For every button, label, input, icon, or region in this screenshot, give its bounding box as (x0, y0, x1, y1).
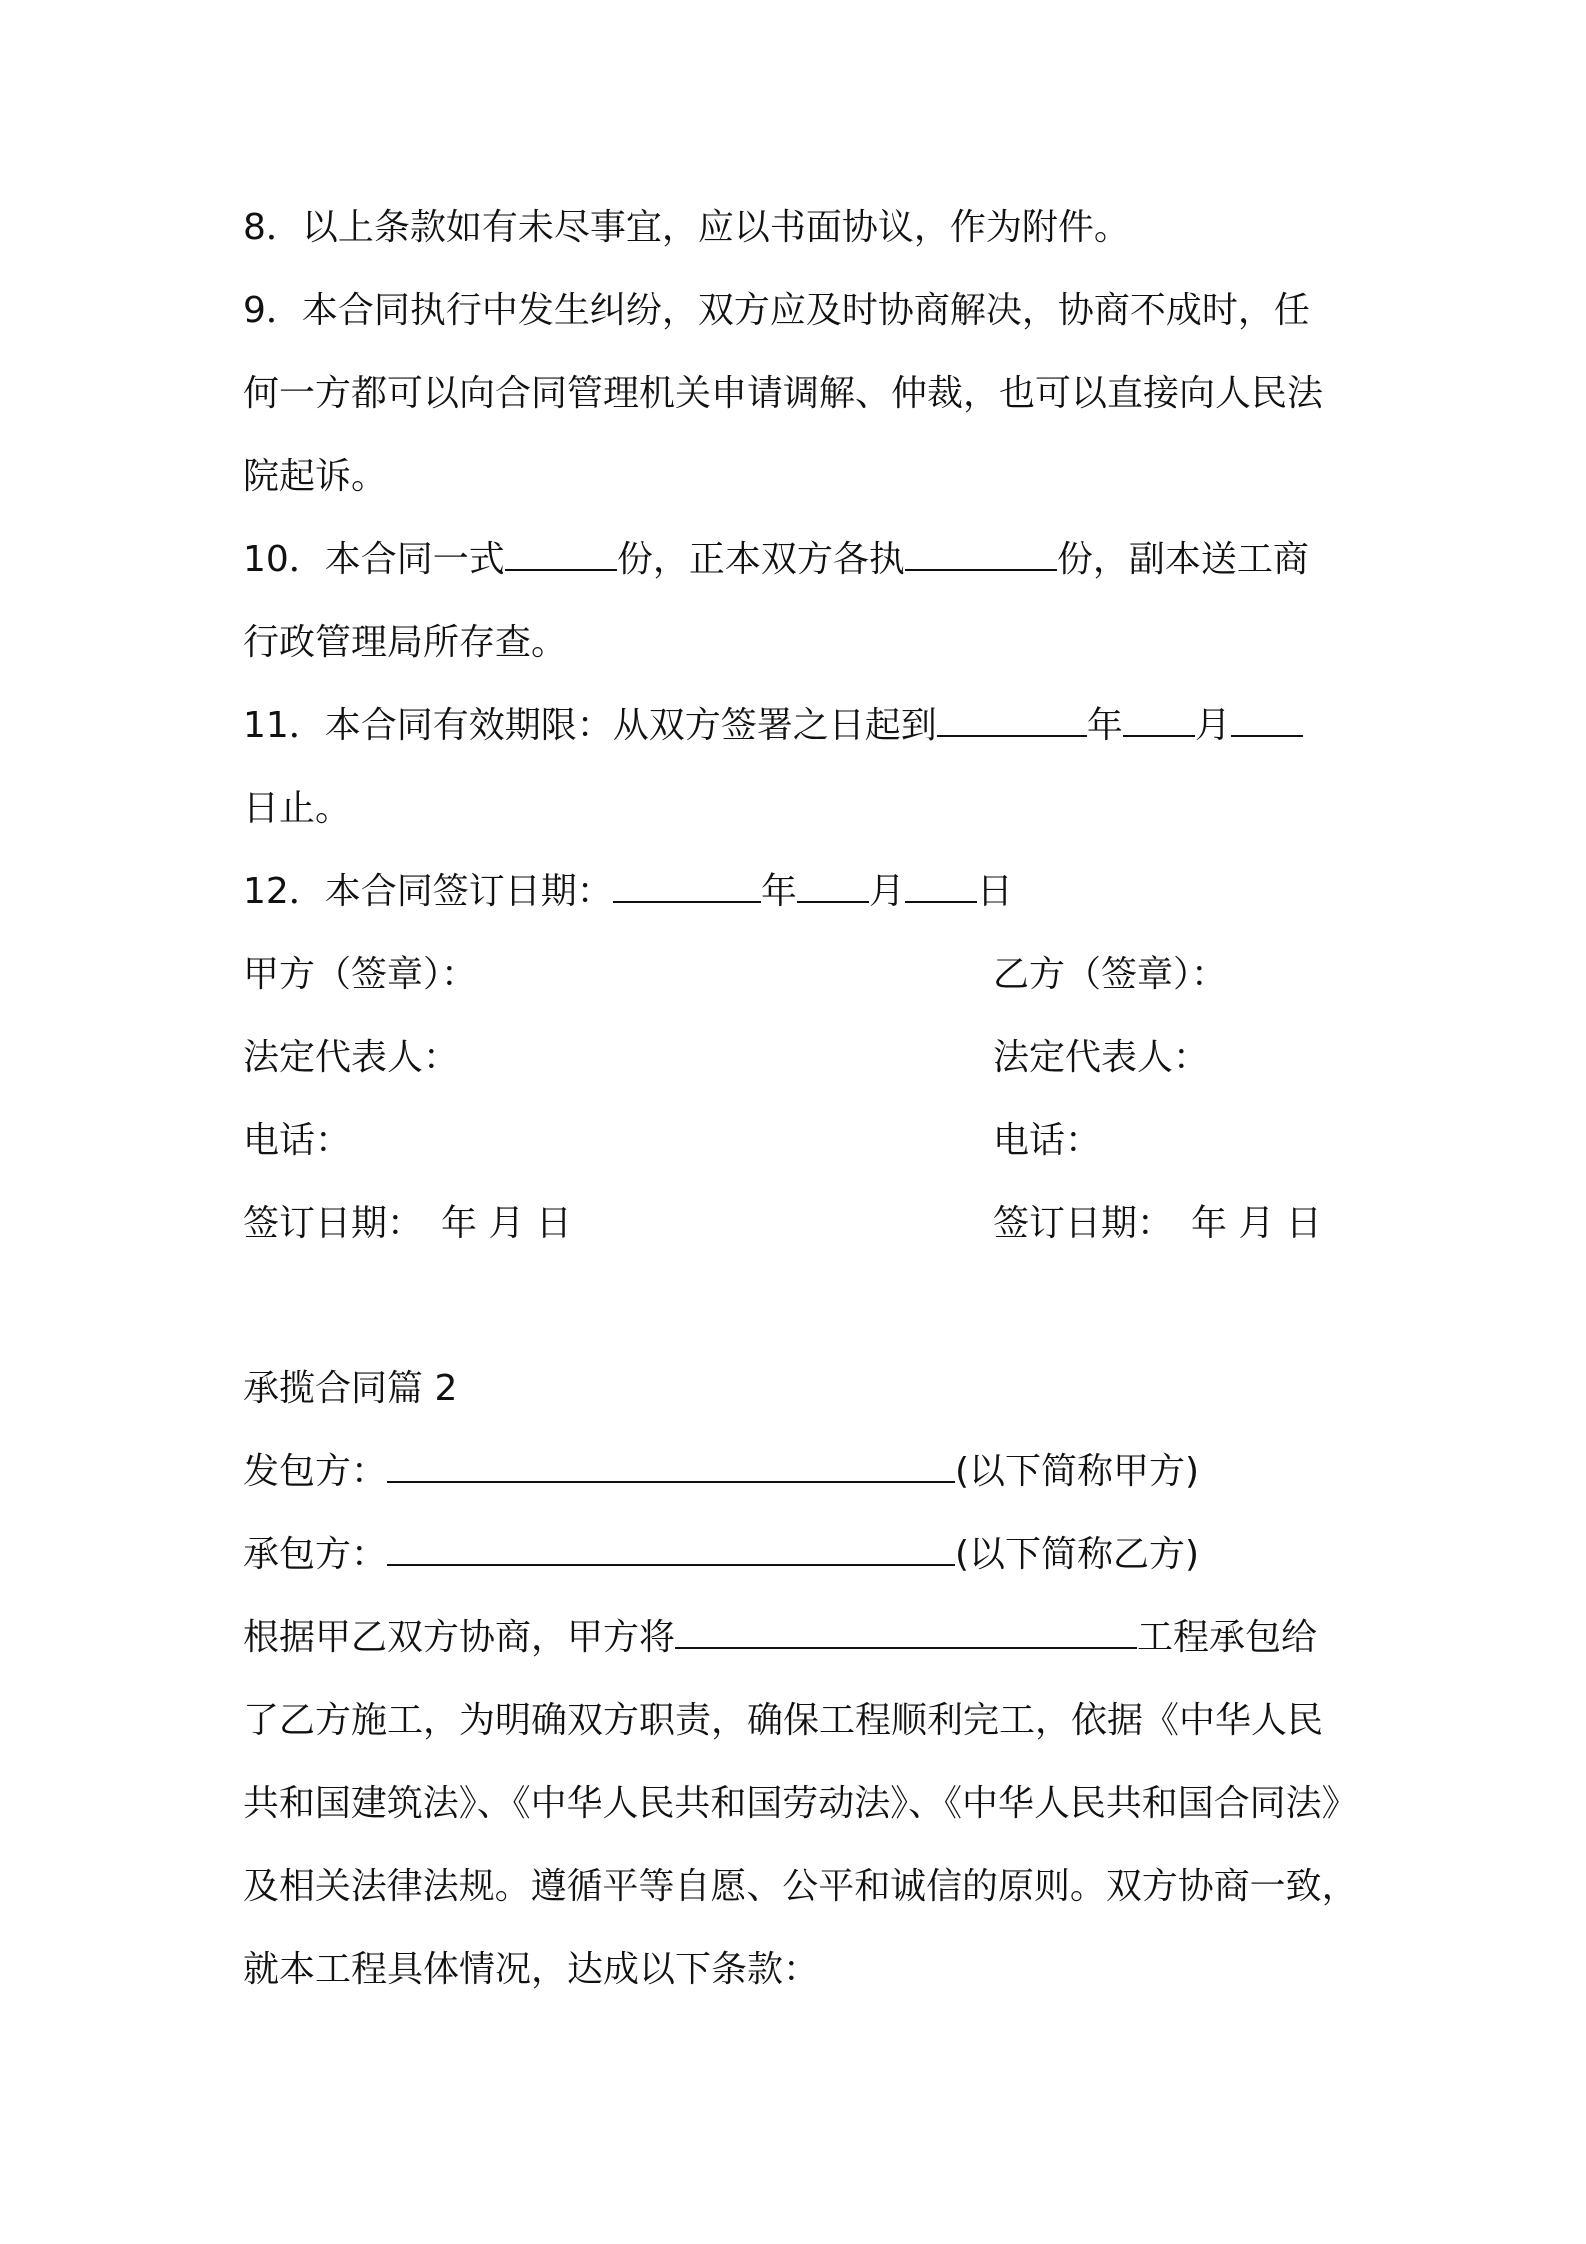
party-b-rep-label: 法定代表人： (993, 1037, 1210, 1078)
copies-total-blank[interactable] (505, 539, 617, 571)
clause-12-text-a: 12．本合同签订日期： (243, 871, 613, 912)
preamble-text-b: 工程承包给 (1137, 1617, 1318, 1658)
sign-month-blank[interactable] (797, 871, 869, 903)
clause-12-day-label: 日 (976, 871, 1013, 912)
party-a-rep-label: 法定代表人： (243, 1037, 460, 1078)
party-a-seal-label: 甲方（签章）： (243, 954, 478, 995)
preamble-line-4 (243, 1863, 1358, 1911)
project-name-blank[interactable] (675, 1617, 1137, 1649)
clause-9-text-3: 院起诉。 (243, 456, 388, 497)
preamble-line-2 (243, 1697, 1323, 1745)
expiry-day-blank[interactable] (1231, 705, 1303, 737)
clause-9-line-2 (243, 370, 1323, 418)
party-a-date-label: 签订日期： 年 月 日 (243, 1203, 572, 1244)
signature-row-rep (243, 1034, 1358, 1082)
preamble-text-a: 根据甲乙双方协商，甲方将 (243, 1617, 676, 1658)
clause-10-text-a: 10．本合同一式 (243, 539, 505, 580)
clause-12-month-label: 月 (868, 871, 905, 912)
clause-9-line-3 (243, 453, 387, 501)
expiry-year-blank[interactable] (937, 705, 1087, 737)
preamble-text-5: 就本工程具体情况，达成以下条款： (243, 1949, 820, 1990)
issuer-name-blank[interactable] (387, 1451, 955, 1483)
party-b-phone-label: 电话： (993, 1120, 1102, 1161)
clause-11-year-label: 年 (1086, 705, 1123, 746)
clause-8 (243, 204, 1130, 252)
section-2-title-text: 承揽合同篇 2 (243, 1368, 458, 1409)
preamble-text-3: 共和国建筑法》、《中华人民共和国劳动法》、《中华人民共和国合同法》 (243, 1783, 1358, 1824)
section-2-title (243, 1365, 457, 1413)
sign-year-blank[interactable] (613, 871, 761, 903)
clause-12-year-label: 年 (760, 871, 797, 912)
issuer-suffix: (以下简称甲方) (955, 1451, 1200, 1492)
preamble-line-1 (243, 1614, 1317, 1662)
clause-10-text-b: 份，正本双方各执 (616, 539, 905, 580)
issuer-line (243, 1448, 1199, 1496)
clause-10-text-c: 份，副本送工商 (1056, 539, 1309, 580)
signature-row-date (243, 1200, 1358, 1248)
preamble-line-3 (243, 1780, 1358, 1828)
signature-row-phone (243, 1117, 1358, 1165)
contractor-name-blank[interactable] (387, 1534, 955, 1566)
preamble-line-5 (243, 1946, 819, 1994)
preamble-text-4: 及相关法律法规。遵循平等自愿、公平和诚信的原则。双方协商一致， (243, 1866, 1358, 1907)
party-a-phone-label: 电话： (243, 1120, 352, 1161)
issuer-label: 发包方： (243, 1451, 388, 1492)
clause-12 (243, 868, 1013, 916)
clause-10-line-1 (243, 536, 1309, 584)
clause-9-text-2: 何一方都可以向合同管理机关申请调解、仲裁，也可以直接向人民法 (243, 373, 1324, 414)
clause-10-line-2 (243, 619, 567, 667)
contractor-suffix: (以下简称乙方) (955, 1534, 1200, 1575)
clause-9-text-1: 9．本合同执行中发生纠纷，双方应及时协商解决，协商不成时，任 (243, 290, 1310, 331)
preamble-text-2: 了乙方施工，为明确双方职责，确保工程顺利完工，依据《中华人民 (243, 1700, 1324, 1741)
contractor-label: 承包方： (243, 1534, 388, 1575)
clause-10-text-2: 行政管理局所存查。 (243, 622, 568, 663)
clause-11-line-2 (243, 785, 351, 833)
clause-11-month-label: 月 (1194, 705, 1231, 746)
clause-9-line-1 (243, 287, 1310, 335)
clause-11-text-a: 11．本合同有效期限：从双方签署之日起到 (243, 705, 937, 746)
clause-8-text: 8．以上条款如有未尽事宜，应以书面协议，作为附件。 (243, 207, 1130, 248)
party-b-date-label: 签订日期： 年 月 日 (993, 1203, 1322, 1244)
clause-11-text-2: 日止。 (243, 788, 352, 829)
signature-row-seal (243, 951, 1358, 999)
contractor-line (243, 1531, 1199, 1579)
sign-day-blank[interactable] (905, 871, 977, 903)
clause-11-line-1 (243, 702, 1303, 750)
party-b-seal-label: 乙方（签章）： (993, 954, 1228, 995)
copies-each-blank[interactable] (905, 539, 1057, 571)
expiry-month-blank[interactable] (1123, 705, 1195, 737)
